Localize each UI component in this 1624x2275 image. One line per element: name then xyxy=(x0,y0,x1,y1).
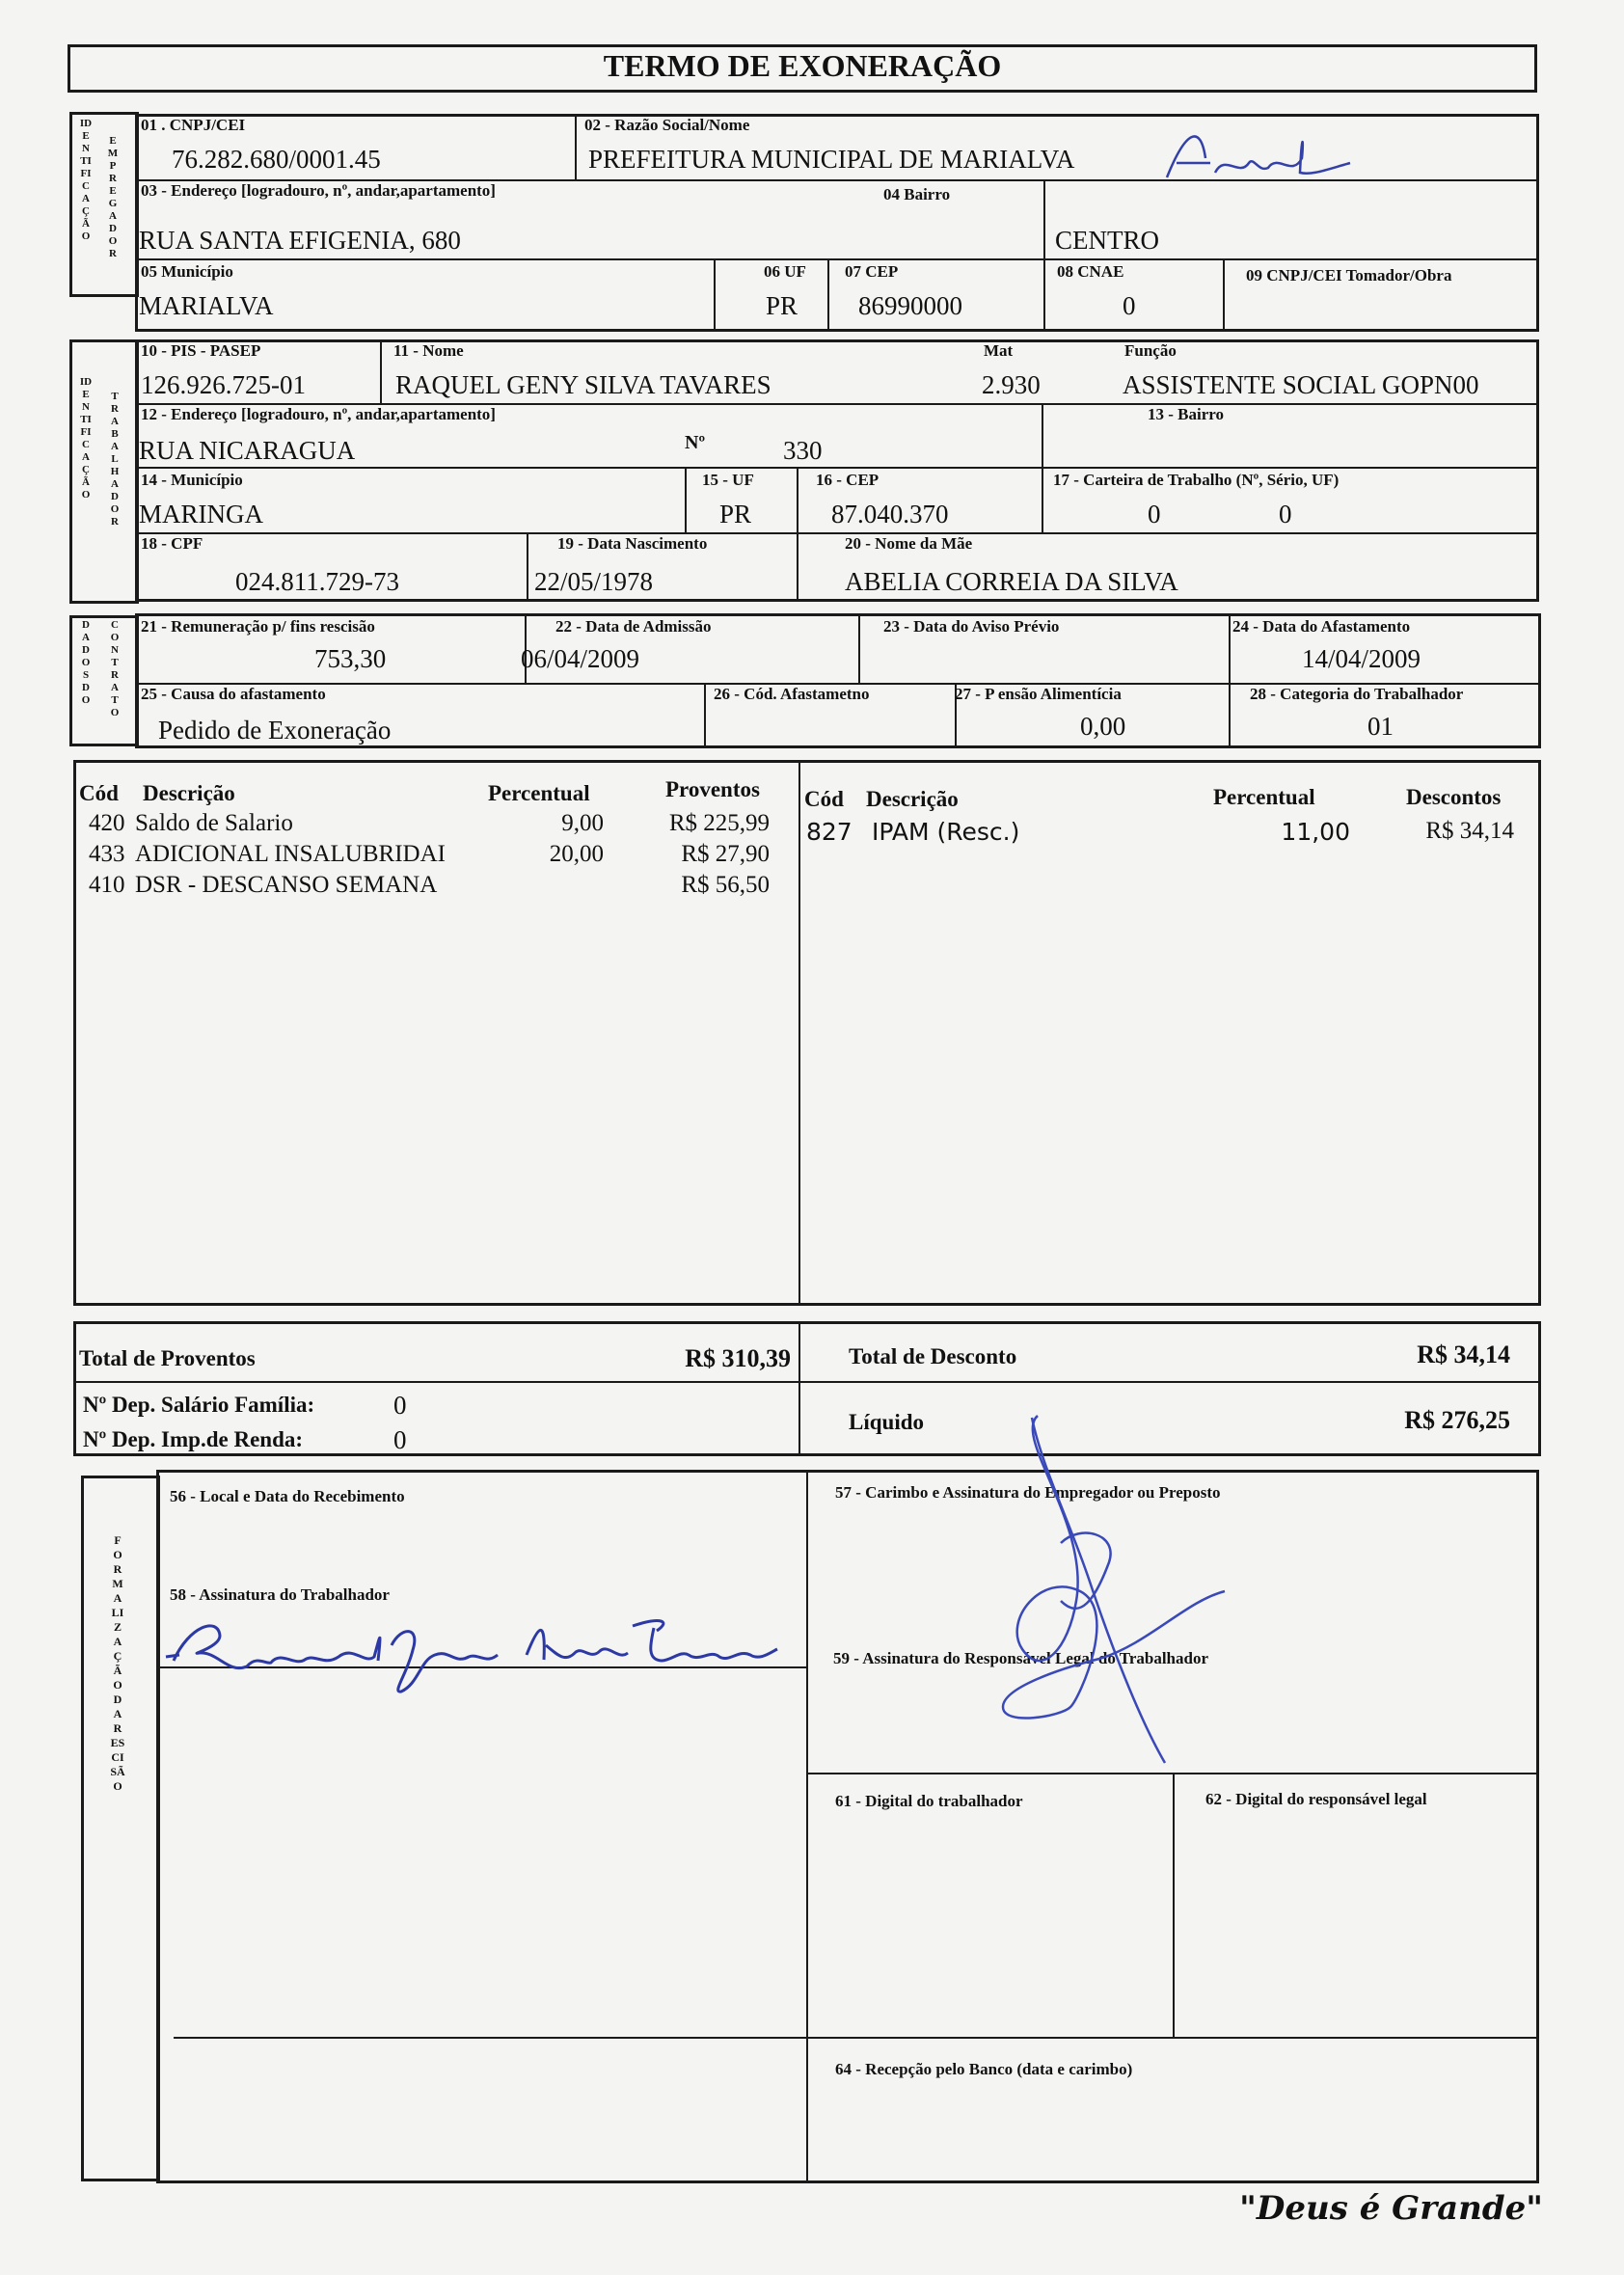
worker-endereco-value: RUA NICARAGUA xyxy=(139,436,356,465)
worker-uf-value: PR xyxy=(719,500,752,528)
causa-label: 25 - Causa do afastamento xyxy=(141,685,326,703)
cnae-value: 0 xyxy=(1123,291,1136,320)
banco-label: 64 - Recepção pelo Banco (data e carimbo) xyxy=(835,2060,1133,2078)
ctps-serie: 0 xyxy=(1279,500,1292,528)
worker-signature xyxy=(160,1607,787,1693)
imp-renda-value: 0 xyxy=(393,1425,407,1454)
razao-label: 02 - Razão Social/Nome xyxy=(584,116,750,134)
numero-value: 330 xyxy=(783,436,823,465)
uf-value: PR xyxy=(766,291,798,320)
digital-trab-label: 61 - Digital do trabalhador xyxy=(835,1792,1023,1810)
responsavel-label: 59 - Assinatura do Responsável Legal do Trabalhador xyxy=(833,1649,1209,1667)
contract-side-label-a: DADOS DO xyxy=(81,619,91,706)
worker-cep-value: 87.040.370 xyxy=(831,500,949,528)
earning-value: R$ 225,99 xyxy=(668,810,770,836)
pensao-label: 27 - P ensão Alimentícia xyxy=(955,685,1122,703)
deduction-description: IPAM (Resc.) xyxy=(872,818,1020,846)
tomador-label: 09 CNPJ/CEI Tomador/Obra xyxy=(1246,266,1452,284)
nome-label: 11 - Nome xyxy=(393,341,464,360)
funcao-value: ASSISTENTE SOCIAL GOPN00 xyxy=(1123,370,1479,399)
mat-value: 2.930 xyxy=(982,370,1041,399)
pis-label: 10 - PIS - PASEP xyxy=(141,341,261,360)
employer-signature-scribble xyxy=(1157,120,1360,187)
earning-code: 410 xyxy=(89,872,125,898)
deduction-value: R$ 34,14 xyxy=(1425,818,1514,844)
categoria-value: 01 xyxy=(1367,712,1394,741)
mat-label: Mat xyxy=(984,341,1014,360)
cpf-value: 024.811.729-73 xyxy=(235,567,399,596)
earning-value: R$ 56,50 xyxy=(681,872,770,898)
earning-description: ADICIONAL INSALUBRIDAI xyxy=(135,841,446,867)
cep-label: 07 CEP xyxy=(845,262,899,281)
assinatura-label: 58 - Assinatura do Trabalhador xyxy=(170,1585,390,1604)
cod-afast-label: 26 - Cód. Afastametno xyxy=(714,685,870,703)
ctps-label: 17 - Carteira de Trabalho (Nº, Sério, UF) xyxy=(1053,471,1340,489)
prov-valor-header: Proventos xyxy=(665,777,760,801)
local-label: 56 - Local e Data do Recebimento xyxy=(170,1487,405,1505)
liquido-value: R$ 276,25 xyxy=(1404,1406,1510,1434)
liquido-label: Líquido xyxy=(849,1410,924,1434)
digital-resp-label: 62 - Digital do responsável legal xyxy=(1205,1790,1427,1808)
uf-label: 06 UF xyxy=(764,262,806,281)
prov-desc-header: Descrição xyxy=(143,781,235,805)
remun-label: 21 - Remuneração p/ fins rescisão xyxy=(141,617,375,636)
cpf-label: 18 - CPF xyxy=(141,534,203,553)
funcao-label: Função xyxy=(1124,341,1177,360)
razao-value: PREFEITURA MUNICIPAL DE MARIALVA xyxy=(588,145,1075,174)
prov-perc-header: Percentual xyxy=(488,781,590,805)
earning-percent: 20,00 xyxy=(549,841,604,867)
employer-side-label-b: EMPREGADOR xyxy=(107,135,119,259)
bairro-value: CENTRO xyxy=(1055,226,1159,255)
earning-code: 433 xyxy=(89,841,125,867)
worker-side-label-b: TRABALHADOR xyxy=(110,391,120,528)
cnpj-value: 76.282.680/0001.45 xyxy=(172,145,381,174)
earning-value: R$ 27,90 xyxy=(681,841,770,867)
ctps-number: 0 xyxy=(1148,500,1161,528)
worker-uf-label: 15 - UF xyxy=(702,471,754,489)
desc-perc-header: Percentual xyxy=(1213,785,1315,809)
footer-motto: "Deus é Grande" xyxy=(1239,2189,1543,2228)
mae-label: 20 - Nome da Mãe xyxy=(845,534,973,553)
total-proventos-label: Total de Proventos xyxy=(79,1346,256,1370)
earning-description: Saldo de Salario xyxy=(135,810,293,836)
worker-side-label-a: IDENTIFICAÇÃO xyxy=(79,376,93,501)
desc-desc-header: Descrição xyxy=(866,787,959,811)
admissao-label: 22 - Data de Admissão xyxy=(555,617,712,636)
formal-side-label: FORMALIZAÇÃO DA RESCISÃO xyxy=(110,1533,125,1793)
nome-value: RAQUEL GENY SILVA TAVARES xyxy=(395,370,771,399)
categoria-label: 28 - Categoria do Trabalhador xyxy=(1250,685,1464,703)
imp-renda-label: Nº Dep. Imp.de Renda: xyxy=(83,1427,304,1451)
carimbo-label: 57 - Carimbo e Assinatura do Empregador ou Preposto xyxy=(835,1483,1221,1502)
causa-value: Pedido de Exoneração xyxy=(158,716,392,745)
total-desconto-value: R$ 34,14 xyxy=(1417,1341,1510,1368)
sal-fam-value: 0 xyxy=(393,1391,407,1420)
employer-side-label-a: IDENTIFICAÇÃO xyxy=(79,118,93,242)
earning-code: 420 xyxy=(89,810,125,836)
endereco-value: RUA SANTA EFIGENIA, 680 xyxy=(139,226,461,255)
pensao-value: 0,00 xyxy=(1080,712,1126,741)
contract-side-label-b: CONTRATO xyxy=(110,619,120,718)
earning-description: DSR - DESCANSO SEMANA xyxy=(135,872,438,898)
aviso-label: 23 - Data do Aviso Prévio xyxy=(883,617,1060,636)
employer-signature xyxy=(897,1408,1283,1774)
numero-label: Nº xyxy=(685,432,706,453)
cnae-label: 08 CNAE xyxy=(1057,262,1124,281)
worker-bairro-label: 13 - Bairro xyxy=(1148,405,1225,423)
admissao-value: 06/04/2009 xyxy=(521,644,640,673)
worker-municipio-value: MARINGA xyxy=(139,500,264,528)
sal-fam-label: Nº Dep. Salário Família: xyxy=(83,1393,315,1417)
cnpj-label: 01 . CNPJ/CEI xyxy=(141,116,246,134)
page-title: TERMO DE EXONERAÇÃO xyxy=(603,48,1002,83)
endereco-label: 03 - Endereço [logradouro, nº, andar,apartamento] xyxy=(141,181,496,200)
deduction-code: 827 xyxy=(806,818,853,846)
bairro-label: 04 Bairro xyxy=(883,185,951,203)
total-proventos-value: R$ 310,39 xyxy=(685,1344,791,1372)
nasc-value: 22/05/1978 xyxy=(534,567,654,596)
mae-value: ABELIA CORREIA DA SILVA xyxy=(845,567,1178,596)
prov-cod-header: Cód xyxy=(79,781,119,805)
municipio-label: 05 Município xyxy=(141,262,233,281)
worker-cep-label: 16 - CEP xyxy=(816,471,880,489)
pis-value: 126.926.725-01 xyxy=(141,370,306,399)
total-desconto-label: Total de Desconto xyxy=(849,1344,1017,1368)
deduction-percent: 11,00 xyxy=(1281,818,1350,846)
nasc-label: 19 - Data Nascimento xyxy=(557,534,708,553)
municipio-value: MARIALVA xyxy=(139,291,274,320)
worker-municipio-label: 14 - Município xyxy=(141,471,243,489)
desc-cod-header: Cód xyxy=(804,787,844,811)
desc-valor-header: Descontos xyxy=(1406,785,1502,809)
afast-label: 24 - Data do Afastamento xyxy=(1232,617,1411,636)
worker-endereco-label: 12 - Endereço [logradouro, nº, andar,apartamento] xyxy=(141,405,496,423)
afast-value: 14/04/2009 xyxy=(1302,644,1421,673)
earning-percent: 9,00 xyxy=(561,810,604,836)
remun-value: 753,30 xyxy=(314,644,387,673)
cep-value: 86990000 xyxy=(858,291,962,320)
